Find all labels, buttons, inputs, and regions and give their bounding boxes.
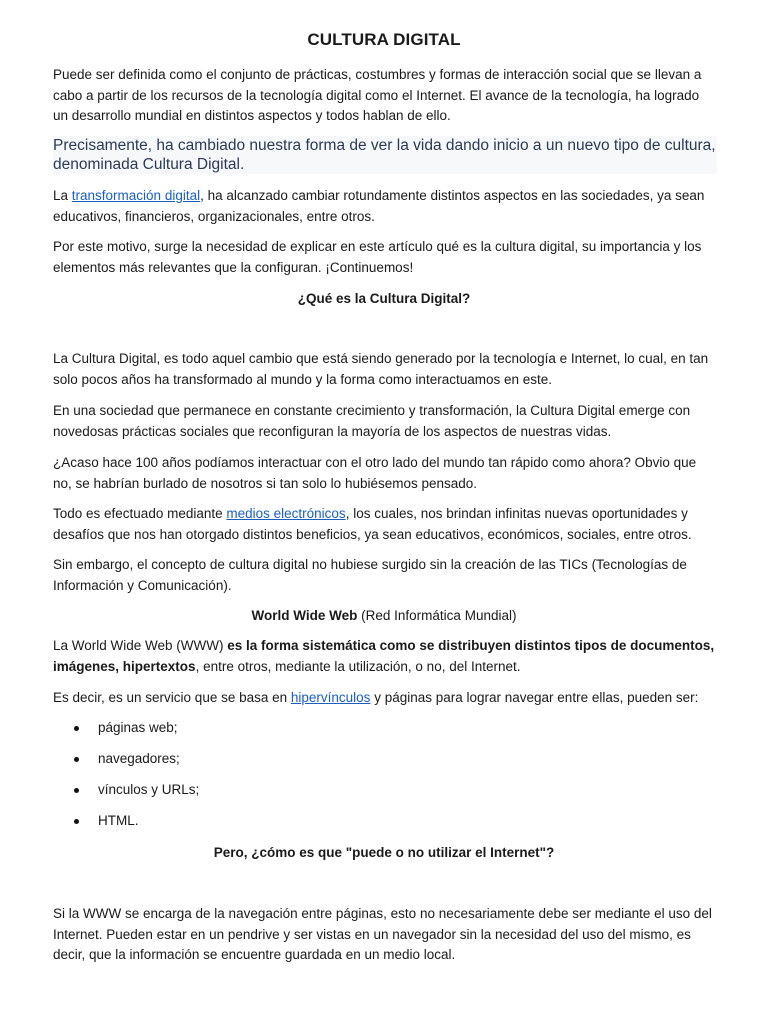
question-paragraph: ¿Acaso hace 100 años podíamos interactuar con el otro lado del mundo tan rápido como ahora? Obvio que no, se habrían burlado de nosotros si tan solo lo hubiésemos pensado. — [53, 455, 697, 491]
www-paragraph — [53, 636, 715, 677]
text-fragment: Todo es efectuado mediante — [53, 506, 227, 521]
intro-paragraph: Puede ser definida como el conjunto de prácticas, costumbres y formas de interacción social que se llevan a cabo a partir de los recursos de la tecnología digital como el Internet. El avance de la tecnología, ha logrado un desarrollo mundial en distintos aspectos y todos hablan de ello. — [53, 67, 702, 123]
transformacion-digital-link[interactable]: transformación digital — [71, 188, 201, 203]
medios-electronicos-link[interactable]: medios electrónicos — [226, 506, 346, 521]
bullet-icon — [74, 757, 79, 762]
transformation-paragraph — [53, 186, 715, 227]
bullet-icon — [74, 788, 79, 793]
hipervinculos-link[interactable]: hipervínculos — [290, 690, 371, 705]
text-fragment: La — [53, 188, 72, 203]
list-item-label: vínculos y URLs; — [98, 782, 200, 797]
hyperlinks-paragraph — [53, 688, 715, 709]
heading-www — [0, 606, 768, 627]
heading-what-is: ¿Qué es la Cultura Digital? — [297, 291, 471, 306]
document-title: CULTURA DIGITAL — [307, 30, 461, 49]
text-fragment: , entre otros, mediante la utilización, o no, del Internet. — [195, 658, 521, 674]
motive-paragraph: Por este motivo, surge la necesidad de explicar en este artículo qué es la cultura digital, su importancia y los elementos más relevantes que la configuran. ¡Continuemos! — [53, 239, 702, 275]
text-fragment: La World Wide Web (WWW) — [53, 638, 228, 653]
heading-www-bold: World Wide Web — [251, 608, 358, 623]
text-fragment: y páginas para lograr navegar entre ellas, pueden ser: — [370, 690, 699, 705]
bullet-icon — [74, 819, 79, 824]
tics-paragraph: Sin embargo, el concepto de cultura digital no hubiese surgido sin la creación de las TICs (Tecnologías de Información y Comunicación). — [53, 557, 687, 593]
text-fragment: Es decir, es un servicio que se basa en — [53, 690, 291, 705]
society-paragraph: En una sociedad que permanece en constante crecimiento y transformación, la Cultura Digital emerge con novedosas prácticas sociales que reconfiguran la mayoría de los aspectos de nuestras vidas. — [53, 403, 691, 439]
highlight-paragraph: Precisamente, ha cambiado nuestra forma de ver la vida dando inicio a un nuevo tipo de cultura, denominada Cultura Digital. — [53, 137, 716, 173]
www-bold-fragment: es la forma sistemática como se distribuyen distintos tipos de documentos, imágenes, hipertextos — [53, 638, 715, 674]
bullet-icon — [74, 726, 79, 731]
heading-www-rest: (Red Informática Mundial) — [357, 608, 517, 623]
list-item-label: HTML. — [98, 813, 139, 828]
list-item-label: navegadores; — [98, 751, 180, 766]
electronic-media-paragraph — [53, 504, 715, 545]
local-storage-paragraph: Si la WWW se encarga de la navegación entre páginas, esto no necesariamente debe ser mediante el uso del Internet. Pueden estar en un pendrive y ser vistas en un navegador sin la necesidad del uso del mismo, es decir, que la información se encuentre guardada en un medio local. — [53, 906, 712, 962]
heading-how: Pero, ¿cómo es que "puede o no utilizar el Internet"? — [213, 845, 555, 860]
text-fragment: , ha alcanzado cambiar rotundamente distintos aspectos en las sociedades, ya sean educativos, financieros, organizacionales, entre otros. — [53, 188, 705, 224]
text-fragment: , los cuales, nos brindan infinitas nuevas oportunidades y desafíos que nos han otorgado distintos beneficios, ya sean educativos, económicos, sociales, entre otros. — [53, 506, 692, 542]
definition-paragraph: La Cultura Digital, es todo aquel cambio que está siendo generado por la tecnología e Internet, lo cual, en tan solo pocos años ha transformado al mundo y la forma como interactuamos en este. — [53, 351, 709, 387]
list-item-label: páginas web; — [98, 720, 178, 735]
